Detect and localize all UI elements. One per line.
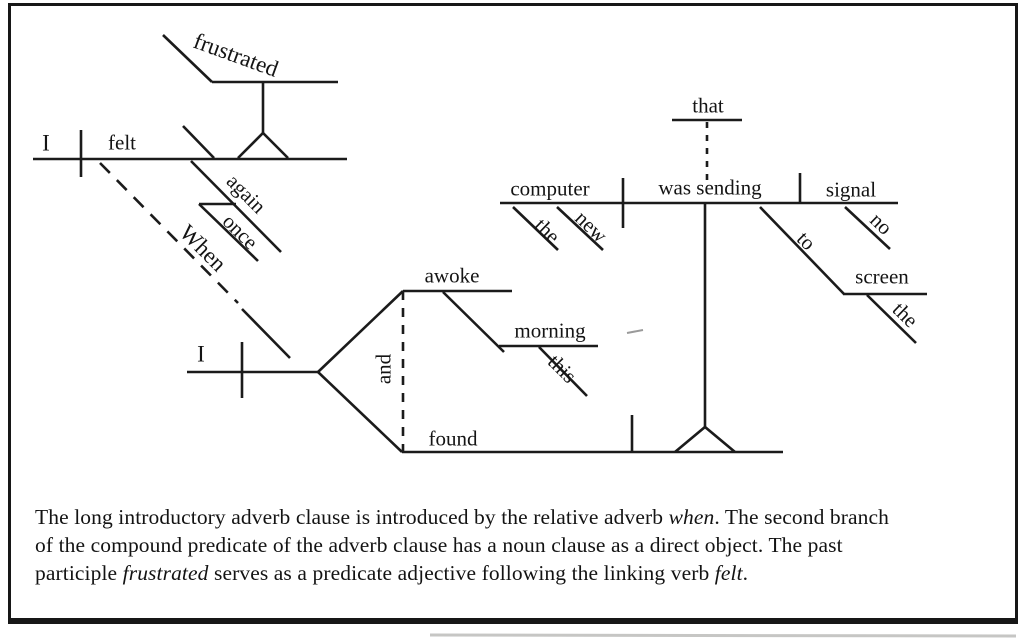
scan-shadow-bottom <box>430 635 1016 636</box>
screen-label: screen <box>855 264 909 289</box>
verb-found-label: found <box>428 426 478 451</box>
to-preposition-label: to <box>792 226 821 255</box>
caption-line-1: The long introductory adverb clause is introduced by the relative adverb when. The second branch <box>35 505 890 529</box>
when-connector-tail <box>242 309 290 358</box>
was-sending-label: was sending <box>658 175 762 200</box>
this-label: this <box>543 349 582 388</box>
caption-line-3: participle frustrated serves as a predicate adjective following the linking verb felt. <box>35 561 749 585</box>
that-introducer-label: that <box>692 93 724 118</box>
predicate-adjective-label: frustrated <box>190 28 282 82</box>
adverb-once-label: once <box>217 209 263 255</box>
noun-clause-pedestal-triangle <box>675 427 735 452</box>
subclause-subject-label: I <box>197 341 205 367</box>
new-label: new <box>570 205 613 248</box>
when-connector-label: When <box>174 219 232 277</box>
conjunction-and-label: and <box>371 353 396 385</box>
the-screen-label: the <box>887 297 923 333</box>
when-connector-dashed <box>100 163 238 303</box>
predicate-adjective-divider <box>183 126 214 158</box>
morning-label: morning <box>514 318 586 343</box>
scan-artifact-dash <box>627 330 643 333</box>
main-subject-label: I <box>42 130 50 156</box>
main-verb-label: felt <box>108 130 136 155</box>
pedestal-triangle <box>238 133 288 158</box>
signal-label: signal <box>825 177 877 202</box>
verb-awoke-label: awoke <box>424 263 480 288</box>
adverb-again-label: again <box>221 169 271 219</box>
awoke-adverb-slant <box>443 292 504 352</box>
no-label: no <box>865 207 898 240</box>
caption-line-2: of the compound predicate of the adverb clause has a noun clause as a direct object. The past <box>35 533 843 557</box>
computer-label: computer <box>510 176 590 201</box>
the-computer-label: the <box>529 213 565 249</box>
